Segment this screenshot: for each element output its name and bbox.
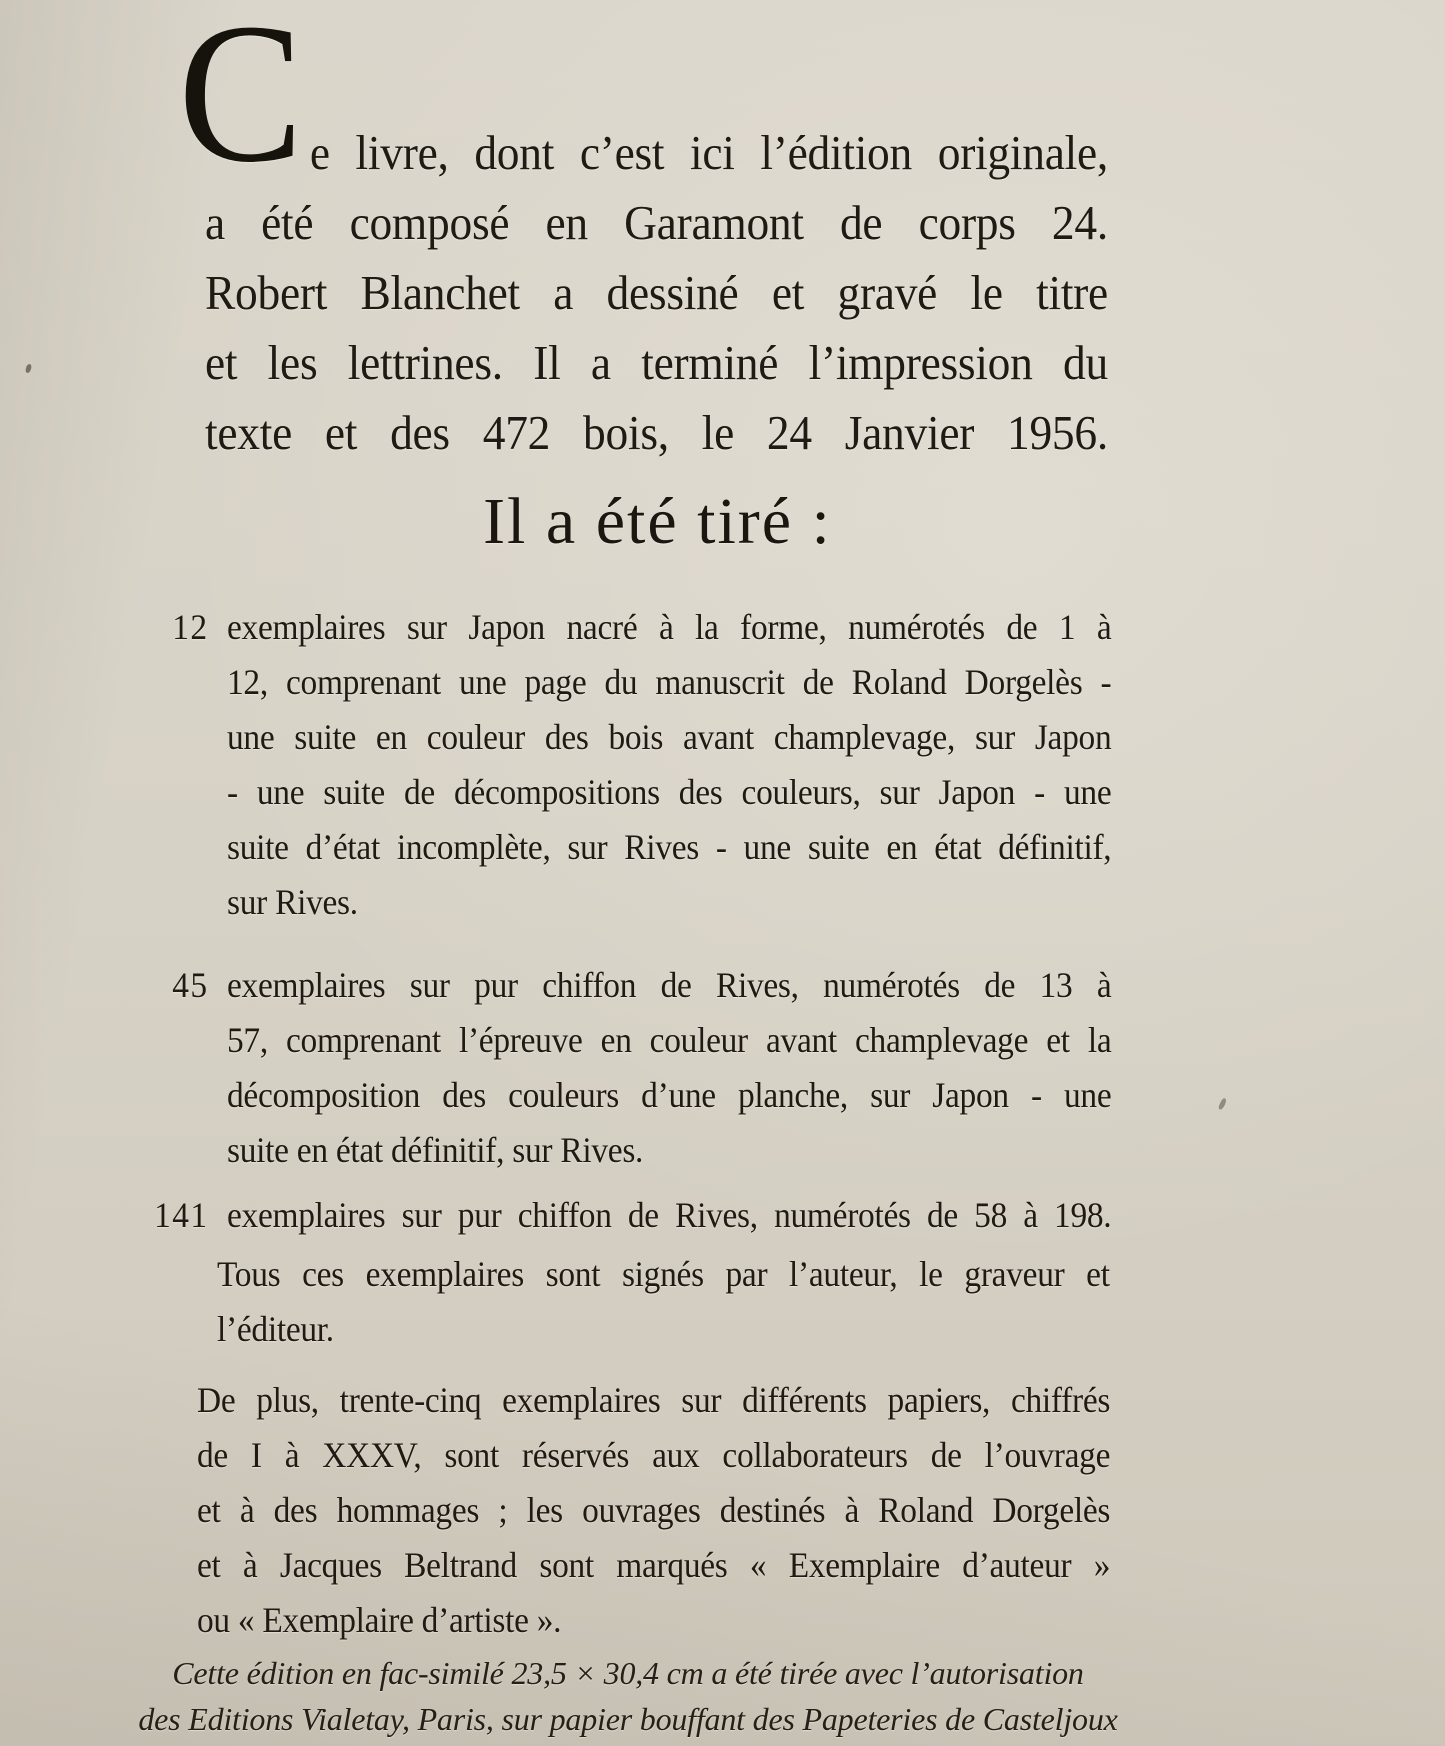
reserved-line: et à des hommages ; les ouvrages destinés à Roland Dorgelès [197,1490,1111,1530]
edition-line [154,1188,1112,1243]
intro-line: a été composé en Garamont de corps 24. [205,195,1108,250]
reserved-line: De plus, trente-cinq exemplaires sur différents papiers, chiffrés [197,1380,1111,1420]
edition-line [172,600,1112,655]
edition-count: 141 [154,1195,209,1235]
signature-paragraph [217,1247,1445,1357]
edition-line: une suite en couleur des bois avant champlevage, sur Japon [227,717,1112,757]
edition-count: 45 [172,965,209,1005]
edition-line: suite en état définitif, sur Rives. [227,1130,644,1170]
edition-line: suite d’état incomplète, sur Rives - une suite en état définitif, [227,827,1112,867]
edition-line [172,958,1112,1013]
intro-line: texte et des 472 bois, le 24 Janvier 1956. [205,405,1108,460]
edition-line: 12, comprenant une page du manuscrit de Roland Dorgelès - [227,662,1112,702]
facsimile-line: des Editions Vialetay, Paris, sur papier bouffant des Papeteries de Casteljoux [138,1701,1118,1737]
edition-line: 57, comprenant l’épreuve en couleur avant champlevage et la [227,1020,1112,1060]
edition-item [172,600,1445,930]
edition-item [154,1188,1445,1243]
reserved-line: de I à XXXV, sont réservés aux collaborateurs de l’ouvrage [197,1435,1111,1475]
facsimile-line: Cette édition en fac-similé 23,5 × 30,4 cm a été tirée avec l’autorisation [172,1655,1084,1691]
edition-line: sur Rives. [227,882,358,922]
edition-line-text: exemplaires sur pur chiffon de Rives, numérotés de 58 à 198. [227,1195,1112,1235]
reserved-line: et à Jacques Beltrand sont marqués « Exemplaire d’auteur » [197,1545,1111,1585]
edition-item [172,958,1445,1178]
edition-line-text: exemplaires sur pur chiffon de Rives, numérotés de 13 à [227,965,1112,1005]
reserved-copies-paragraph [197,1373,1445,1648]
reserved-line: ou « Exemplaire d’artiste ». [197,1600,562,1640]
intro-line: Robert Blanchet a dessiné et gravé le titre [205,265,1108,320]
editions-list [154,600,1445,1243]
paper-speck [25,363,33,373]
drop-cap-letter: C [178,0,304,204]
signature-line: l’éditeur. [217,1309,334,1349]
edition-line-text: exemplaires sur Japon nacré à la forme, numérotés de 1 à [227,607,1112,647]
tirage-heading: Il a été tiré : [483,485,832,558]
edition-line: - une suite de décompositions des couleurs, sur Japon - une [227,772,1112,812]
intro-line: et les lettrines. Il a terminé l’impression du [205,335,1108,390]
intro-paragraph [205,118,1445,468]
edition-line: décomposition des couleurs d’une planche, sur Japon - une [227,1075,1112,1115]
facsimile-imprint [78,1650,1178,1742]
intro-line: e livre, dont c’est ici l’édition originale, [309,125,1108,180]
signature-line: Tous ces exemplaires sont signés par l’auteur, le graveur et [217,1254,1110,1294]
edition-count: 12 [172,607,209,647]
